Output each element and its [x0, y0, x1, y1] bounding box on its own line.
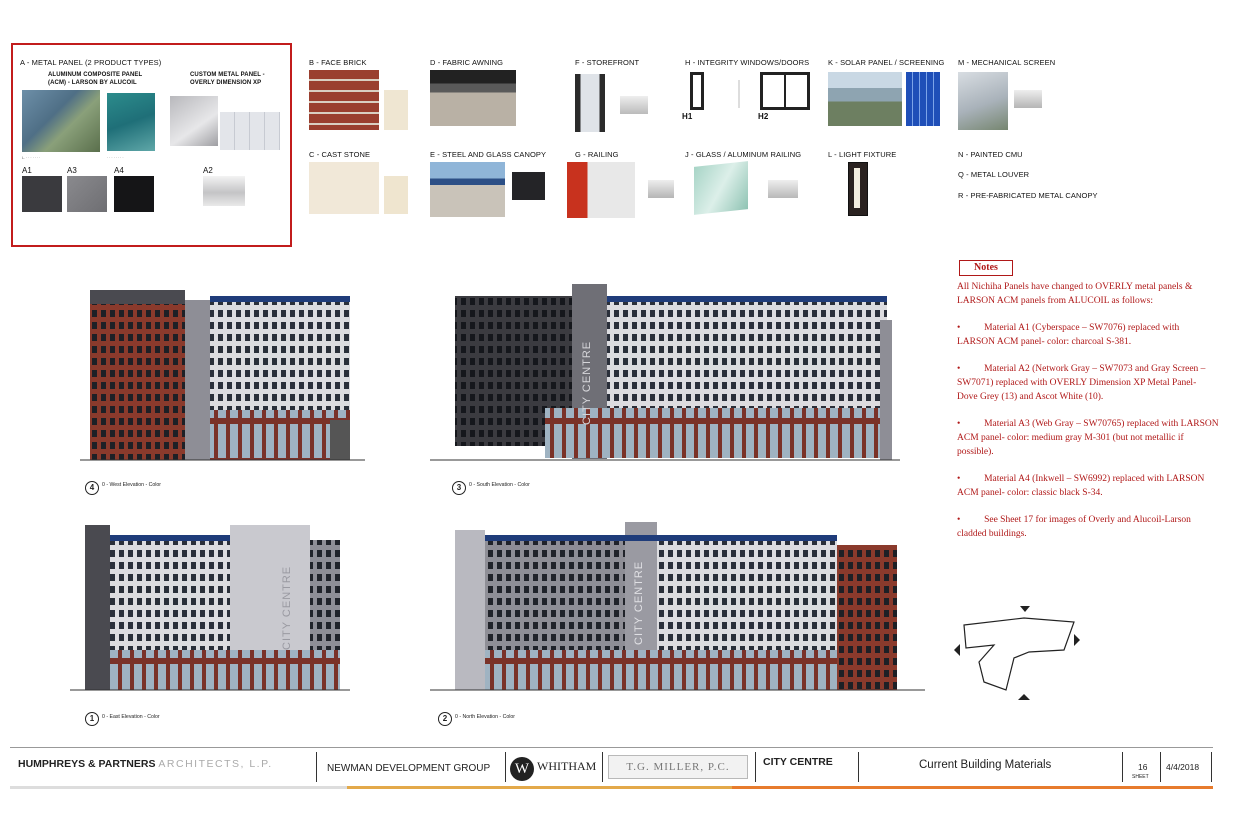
notes-title: Notes: [959, 260, 1013, 276]
north-building-sign: [627, 560, 657, 645]
note-text: Material A3 (Web Gray – SW70765) replaced with LARSON ACM panel- color: medium gray M-301 (but not metallic if possible).: [957, 419, 1219, 457]
south-sign-text: CITY CENTRE: [581, 340, 593, 425]
cast-stone-swatch: [309, 162, 379, 214]
glass-railing-swatch: [768, 180, 798, 198]
material-r-title: R - PRE-FABRICATED METAL CANOPY: [958, 191, 1098, 200]
elevation-number: 2: [438, 712, 452, 726]
east-sign-text: CITY CENTRE: [281, 565, 293, 650]
north-right-block: [657, 535, 837, 650]
elevation-number: 4: [85, 481, 99, 495]
east-arrow-icon: [1074, 634, 1080, 646]
whitham-name: WHITHAM: [537, 759, 597, 773]
project-name: CITY CENTRE: [763, 756, 833, 768]
material-m-title: M - MECHANICAL SCREEN: [958, 58, 1056, 67]
note-item: [957, 362, 1219, 404]
sheet-label: SHEET: [1132, 774, 1149, 780]
title-block-top-rule: [10, 747, 1213, 748]
material-k-title: K - SOLAR PANEL / SCREENING: [828, 58, 945, 67]
note-text: See Sheet 17 for images of Overly and Alucoil-Larson cladded buildings.: [957, 515, 1191, 539]
material-b-title: B - FACE BRICK: [309, 58, 367, 67]
material-f-title: F - STOREFRONT: [575, 58, 640, 67]
elevation-number: 3: [452, 481, 466, 495]
elevation-caption: 0 - South Elevation - Color: [469, 482, 530, 488]
window-trim-image: [738, 80, 740, 108]
note-item: [957, 472, 1219, 500]
acm-title-2: (ACM) - LARSON BY ALUCOIL: [48, 80, 137, 86]
south-main-block: [607, 296, 887, 408]
steel-canopy-photo: [430, 162, 505, 217]
material-h-title: H - INTEGRITY WINDOWS/DOORS: [685, 58, 810, 67]
east-elevation: [70, 525, 350, 690]
elevation-caption: 0 - West Elevation - Color: [102, 482, 162, 488]
custom-title-2: OVERLY DIMENSION XP: [190, 80, 262, 86]
note-bullet: •: [957, 419, 961, 429]
south-building-sign: [575, 340, 605, 425]
material-q-title: Q - METAL LOUVER: [958, 170, 1030, 179]
west-elevation: [80, 290, 365, 460]
acm-building-photo: [22, 90, 100, 152]
material-n-title: N - PAINTED CMU: [958, 150, 1023, 159]
swatch-a2-label: A2: [203, 166, 213, 175]
material-c-title: C - CAST STONE: [309, 150, 371, 159]
note-bullet: •: [957, 474, 961, 484]
storefront-finish-swatch: [620, 96, 648, 114]
acm-panel-photo: [107, 93, 155, 151]
north-left-block: [485, 535, 625, 650]
railing-photo: [567, 162, 635, 218]
developer-name: NEWMAN DEVELOPMENT GROUP: [327, 763, 491, 774]
solar-screen-photo: [906, 72, 940, 126]
tg-miller-logo: T.G. MILLER, P.C.: [608, 755, 748, 779]
elevation-number: 1: [85, 712, 99, 726]
note-bullet: •: [957, 364, 961, 374]
custom-title-1: CUSTOM METAL PANEL -: [190, 72, 265, 78]
note-bullet: •: [957, 323, 961, 333]
note-text: Material A2 (Network Gray – SW7073 and Gray Screen – SW7071) replaced with OVERLY Dimension XP Metal Panel- Dove Grey (13) and Ascot White (10).: [957, 364, 1206, 402]
swatch-a2: [203, 176, 245, 206]
acm-title-1: ALUMINUM COMPOSITE PANEL: [48, 72, 143, 78]
overly-panel-photo: [170, 96, 218, 146]
window-h1-image: [690, 72, 704, 110]
sheet-number: 16: [1138, 762, 1148, 772]
canopy-color-swatch: [512, 172, 545, 200]
elevation-caption: 0 - East Elevation - Color: [102, 714, 160, 720]
note-item: [957, 321, 1219, 349]
west-arrow-icon: [954, 644, 960, 656]
material-a-title: A - METAL PANEL (2 PRODUCT TYPES): [20, 58, 162, 67]
window-h2-label: H2: [758, 112, 769, 121]
south-arrow-icon: [1018, 694, 1030, 700]
light-fixture-lens: [854, 168, 860, 208]
material-e-title: E - STEEL AND GLASS CANOPY: [430, 150, 547, 159]
note-bullet: •: [957, 515, 961, 525]
overly-pattern-swatch: [220, 112, 280, 150]
east-building-sign: [275, 565, 305, 650]
note-text: Material A1 (Cyberspace – SW7076) replaced with LARSON ACM panel- color: charcoal S-381.: [957, 323, 1180, 347]
brick-mortar-swatch: [384, 90, 408, 130]
fabric-awning-photo: [430, 70, 516, 126]
swatch-a1-label: A1: [22, 166, 32, 175]
material-j-title: J - GLASS / ALUMINUM RAILING: [685, 150, 802, 159]
key-plan-outline: [964, 618, 1074, 690]
material-d-title: D - FABRIC AWNING: [430, 58, 504, 67]
material-l-title: L - LIGHT FIXTURE: [828, 150, 897, 159]
swatch-a1: [22, 176, 62, 212]
whitham-logo-icon: W: [510, 757, 534, 781]
cast-stone-sample: [384, 176, 408, 214]
glass-railing-image: [694, 161, 748, 215]
material-g-title: G - RAILING: [575, 150, 619, 159]
note-text: Material A4 (Inkwell – SW6992) replaced with LARSON ACM panel- color: classic black S-34.: [957, 474, 1205, 498]
swatch-a4: [114, 176, 154, 212]
title-block-color-bar: [10, 786, 1213, 789]
south-elevation: [430, 284, 900, 460]
north-sign-text: CITY CENTRE: [633, 560, 645, 645]
mechanical-screen-photo: [958, 72, 1008, 130]
sheet-title: Current Building Materials: [919, 759, 1052, 771]
face-brick-swatch: [309, 70, 379, 130]
mechanical-screen-swatch: [1014, 90, 1042, 108]
elevations-drawing: [0, 260, 940, 740]
firm-name: [18, 758, 273, 770]
railing-finish-swatch: [648, 180, 674, 198]
firm-suffix: ARCHITECTS, L.P.: [158, 758, 273, 770]
west-brick-wing: [90, 290, 185, 460]
note-item: [957, 513, 1219, 541]
window-h1-label: H1: [682, 112, 693, 121]
north-brick-wing: [837, 545, 897, 690]
swatch-a3-label: A3: [67, 166, 77, 175]
notes-intro: All Nichiha Panels have changed to OVERLY metal panels & LARSON ACM panels from ALUCOIL as follows:: [957, 282, 1193, 306]
firm-name-text: HUMPHREYS & PARTNERS: [18, 758, 156, 770]
east-main-block: [110, 535, 230, 650]
north-elevation: [430, 522, 925, 690]
solar-panel-photo: [828, 72, 902, 126]
elevation-caption: 0 - North Elevation - Color: [455, 714, 515, 720]
swatch-a3: [67, 176, 107, 212]
storefront-photo: [575, 74, 605, 132]
notes-body: [957, 280, 1219, 554]
sheet-date: 4/4/2018: [1166, 762, 1200, 772]
window-h2-image: [760, 72, 810, 110]
north-arrow-icon: [1020, 606, 1030, 612]
swatch-a4-label: A4: [114, 166, 124, 175]
west-main-block: [210, 296, 350, 420]
note-item: [957, 417, 1219, 459]
key-plan: [944, 600, 1084, 710]
